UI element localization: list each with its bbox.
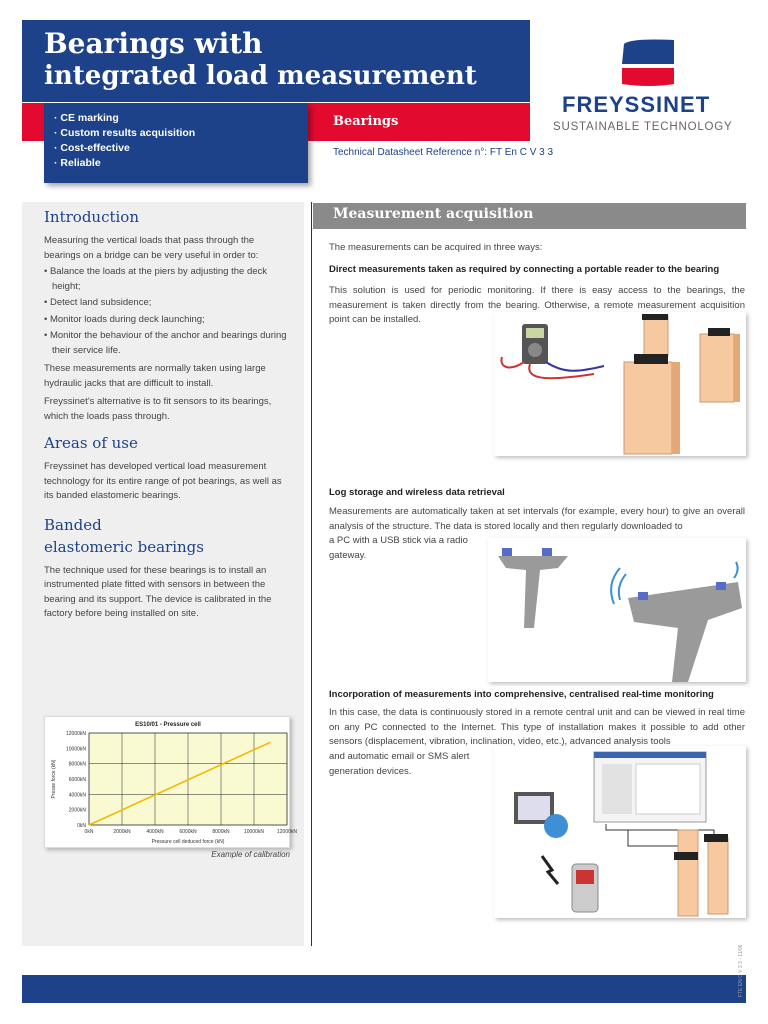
title-band: [22, 20, 530, 102]
freyssinet-logo-icon: [620, 38, 678, 88]
calibration-chart-svg: [45, 717, 298, 849]
x-tick-label: 4000kN: [146, 829, 164, 835]
intro-paragraph: Freyssinet's alternative is to fit sensors to its bearings, which the loads pass through.: [44, 396, 272, 422]
x-axis-label: Pressure cell deduced force (kN): [151, 839, 225, 845]
intro-bullet: • Monitor loads during deck launching;: [44, 313, 205, 325]
intro-bullet: • Detect land subsidence;: [44, 297, 152, 308]
central-monitoring-illustration: [494, 746, 746, 918]
footer-band: [22, 975, 746, 1003]
y-axis-label: Presse force (kN): [51, 759, 57, 799]
areas-heading: Areas of use: [44, 434, 138, 452]
introduction-heading: Introduction: [44, 208, 139, 226]
x-tick-label: 12000kN: [276, 829, 298, 835]
method-3-paragraph: In this case, the data is continuously stored in a remote central unit and can be viewed in real time on any PC connected to the Internet. This type of installation makes it possible to add other sensors (displacement, vibration, inclination, video, etc.), advanced analysis tools: [329, 707, 745, 747]
method-3-heading: Incorporation of measurements into comprehensive, centralised real-time monitoring: [329, 689, 714, 700]
intro-bullet: • Monitor the behaviour of the anchor and bearings during their service life.: [44, 330, 287, 356]
chart-caption: Example of calibration: [211, 850, 290, 859]
x-tick-label: 10000kN: [243, 829, 265, 835]
column-divider: [311, 202, 312, 946]
areas-paragraph: Freyssinet has developed vertical load measurement technology for its entire range of pot bearings, as well as its banded elastomeric bearings.: [44, 461, 282, 501]
logo-name: FREYSSINET: [562, 92, 711, 117]
x-tick-label: 6000kN: [179, 829, 197, 835]
y-tick-label: 2000kN: [68, 807, 86, 814]
reference-value: FT En C V 3 3: [489, 147, 554, 158]
chart-title: ES10/01 - Pressure cell: [135, 722, 201, 728]
side-reference: FTE EN C V 3 3 - 11/06: [738, 944, 744, 997]
wireless-retrieval-illustration: [488, 538, 746, 682]
method-2-paragraph-cont: a PC with a USB stick via a radio gateway.: [329, 535, 468, 561]
method-2-paragraph: Measurements are automatically taken at set intervals (for example, every hour) to give an overall analysis of the structure. The data is stored locally and then regularly downloaded to: [329, 506, 745, 532]
title-line-1: Bearings with: [44, 27, 263, 60]
feature-bullet: · Custom results acquisition: [54, 127, 196, 139]
logo-tagline: SUSTAINABLE TECHNOLOGY: [553, 121, 733, 133]
intro-bullet: • Balance the loads at the piers by adjusting the deck height;: [44, 266, 268, 292]
method-3-paragraph-cont: and automatic email or SMS alert generation devices.: [329, 751, 470, 777]
intro-paragraph: Measuring the vertical loads that pass through the bearings on a bridge can be very useful in order to:: [44, 235, 259, 261]
page-title: [44, 28, 477, 92]
x-tick-label: 8000kN: [212, 829, 230, 835]
section-title: Measurement acquisition: [333, 206, 534, 222]
datasheet-reference: [333, 147, 553, 158]
x-tick-label: 0kN: [84, 829, 94, 835]
y-tick-label: 4000kN: [68, 792, 86, 799]
method-1-heading: Direct measurements taken as required by connecting a portable reader to the bearing: [329, 264, 720, 275]
banded-paragraph: The technique used for these bearings is to install an instrumented plate fitted with sensors in between the bearing and its support. The device is calibrated in the factory before being installed on site.: [44, 564, 272, 619]
category-label: Bearings: [333, 114, 399, 129]
feature-bullet: · CE marking: [54, 112, 119, 124]
feature-bullet: · Reliable: [54, 157, 101, 169]
y-tick-label: 8000kN: [68, 761, 86, 768]
title-line-2: integrated load measurement: [44, 61, 477, 91]
method-1-paragraph: This solution is used for periodic monitoring. If there is easy access to the bearings, the measurement is taken directly from the bearing. Otherwise, a remote measurement acquisition point can be installed.: [329, 285, 745, 325]
x-tick-label: 2000kN: [113, 829, 131, 835]
banded-heading-line-1: Banded: [44, 515, 102, 534]
y-tick-label: 6000kN: [68, 777, 86, 783]
portable-reader-illustration: [494, 312, 746, 456]
reference-label: Technical Datasheet Reference n°:: [333, 147, 488, 158]
banded-heading-line-2: elastomeric bearings: [44, 537, 204, 556]
intro-paragraph: These measurements are normally taken using large hydraulic jacks that are difficult to install.: [44, 363, 266, 389]
banded-heading: [44, 514, 290, 558]
section-bar: [313, 203, 746, 229]
acquisition-intro: The measurements can be acquired in three ways:: [329, 242, 543, 253]
y-tick-label: 12000kN: [65, 731, 86, 737]
method-2-heading: Log storage and wireless data retrieval: [329, 487, 505, 498]
y-tick-label: 10000kN: [65, 746, 86, 753]
feature-bullet: · Cost-effective: [54, 142, 130, 154]
feature-bullets: [44, 103, 308, 183]
calibration-chart: [44, 716, 298, 848]
y-tick-label: 0kN: [77, 823, 86, 829]
